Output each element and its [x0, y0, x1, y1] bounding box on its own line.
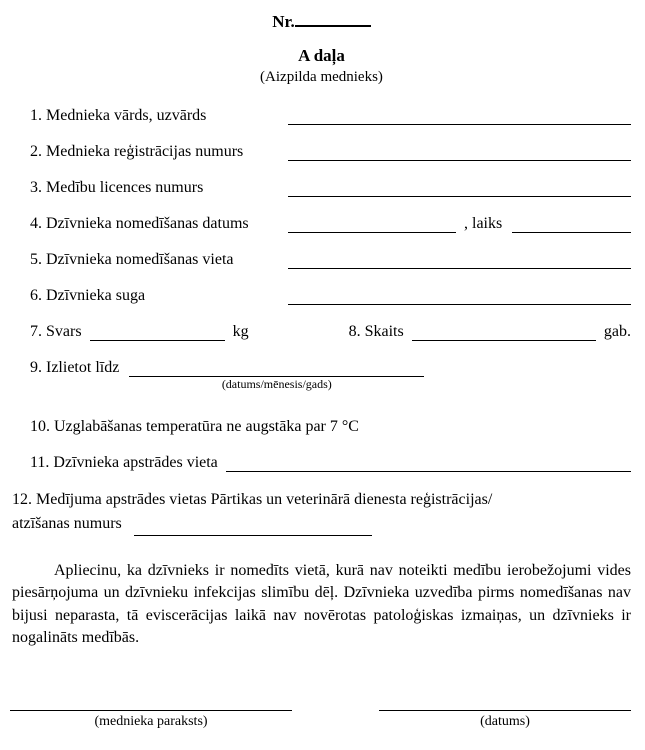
field-5-label: 5. Dzīvnieka nomedīšanas vieta: [30, 251, 234, 268]
field-1-blank[interactable]: [288, 106, 631, 125]
field-9-blank-group: [129, 358, 424, 391]
part-title: A daļa: [298, 46, 345, 65]
field-3-row: [30, 178, 631, 197]
signature-section: [10, 710, 631, 730]
field-6-blank[interactable]: [288, 286, 631, 305]
field-4-time-label: , laiks: [464, 215, 503, 232]
form-number-blank[interactable]: [295, 13, 371, 27]
field-4-row: [30, 214, 631, 233]
field-7-label: 7. Svars: [30, 323, 82, 340]
field-6-row: [30, 286, 631, 305]
declaration-paragraph: Apliecinu, ka dzīvnieks ir nomedīts vietā, kurā nav noteikti medību ierobežojumi vides piesārņojuma un dzīvnieku infekcijas slimību dēļ. Dzīvnieka uzvedība pirms nomedīšanas nav bijusi neparasta, tā eviscerācijas laikā nav novērotas patoloģiskas izmaiņas, un dzīvnieks ir nogalināts medībās.: [12, 561, 631, 646]
field-4-label: 4. Dzīvnieka nomedīšanas datums: [30, 215, 249, 232]
form-number-row: [12, 12, 631, 32]
hunter-signature-block: [10, 710, 292, 730]
field-2-label: 2. Mednieka reģistrācijas numurs: [30, 143, 244, 160]
field-9-caption: (datums/mēnesis/gads): [221, 377, 332, 391]
field-7-unit: kg: [232, 323, 249, 340]
field-4-date-blank[interactable]: [288, 214, 456, 233]
field-8-blank[interactable]: [412, 322, 596, 341]
field-11-label: 11. Dzīvnieka apstrādes vieta: [30, 454, 218, 471]
field-4-time-blank[interactable]: [512, 214, 631, 233]
field-6-label: 6. Dzīvnieka suga: [30, 287, 146, 304]
field-11-row: [30, 453, 631, 472]
field-10-row: [30, 417, 631, 436]
field-1-label: 1. Mednieka vārds, uzvārds: [30, 107, 207, 124]
field-2-blank[interactable]: [288, 142, 631, 161]
field-8-label: 8. Skaits: [348, 323, 404, 340]
field-9-label: 9. Izlietot līdz: [30, 359, 120, 376]
field-9-blank[interactable]: [129, 358, 424, 377]
field-7-8-row: [30, 322, 631, 341]
field-5-row: [30, 250, 631, 269]
field-3-blank[interactable]: [288, 178, 631, 197]
field-1-row: [30, 106, 631, 125]
field-12-line2: [12, 513, 631, 535]
hunter-signature-caption: (mednieka paraksts): [94, 714, 208, 729]
field-11-blank[interactable]: [226, 453, 631, 472]
field-9-row: [30, 358, 631, 391]
field-12-label-line1: 12. Medījuma apstrādes vietas Pārtikas un veterinārā dienesta reģistrācijas/: [12, 491, 493, 508]
form-number-label: Nr.: [272, 12, 295, 31]
field-10-label: 10. Uzglabāšanas temperatūra ne augstāka par 7 °C: [30, 418, 359, 435]
part-subtitle: (Aizpilda mednieks): [260, 69, 383, 85]
field-8-unit: gab.: [603, 323, 631, 340]
field-5-blank[interactable]: [288, 250, 631, 269]
field-12-blank[interactable]: [134, 517, 372, 536]
fields-section: [12, 106, 631, 472]
field-12-row: [12, 489, 631, 536]
field-7-blank[interactable]: [90, 322, 225, 341]
field-2-row: [30, 142, 631, 161]
field-12-label-line2: atzīšanas numurs: [12, 515, 122, 533]
date-caption: (datums): [480, 714, 530, 729]
date-block: [379, 710, 631, 730]
field-3-label: 3. Medību licences numurs: [30, 179, 204, 196]
